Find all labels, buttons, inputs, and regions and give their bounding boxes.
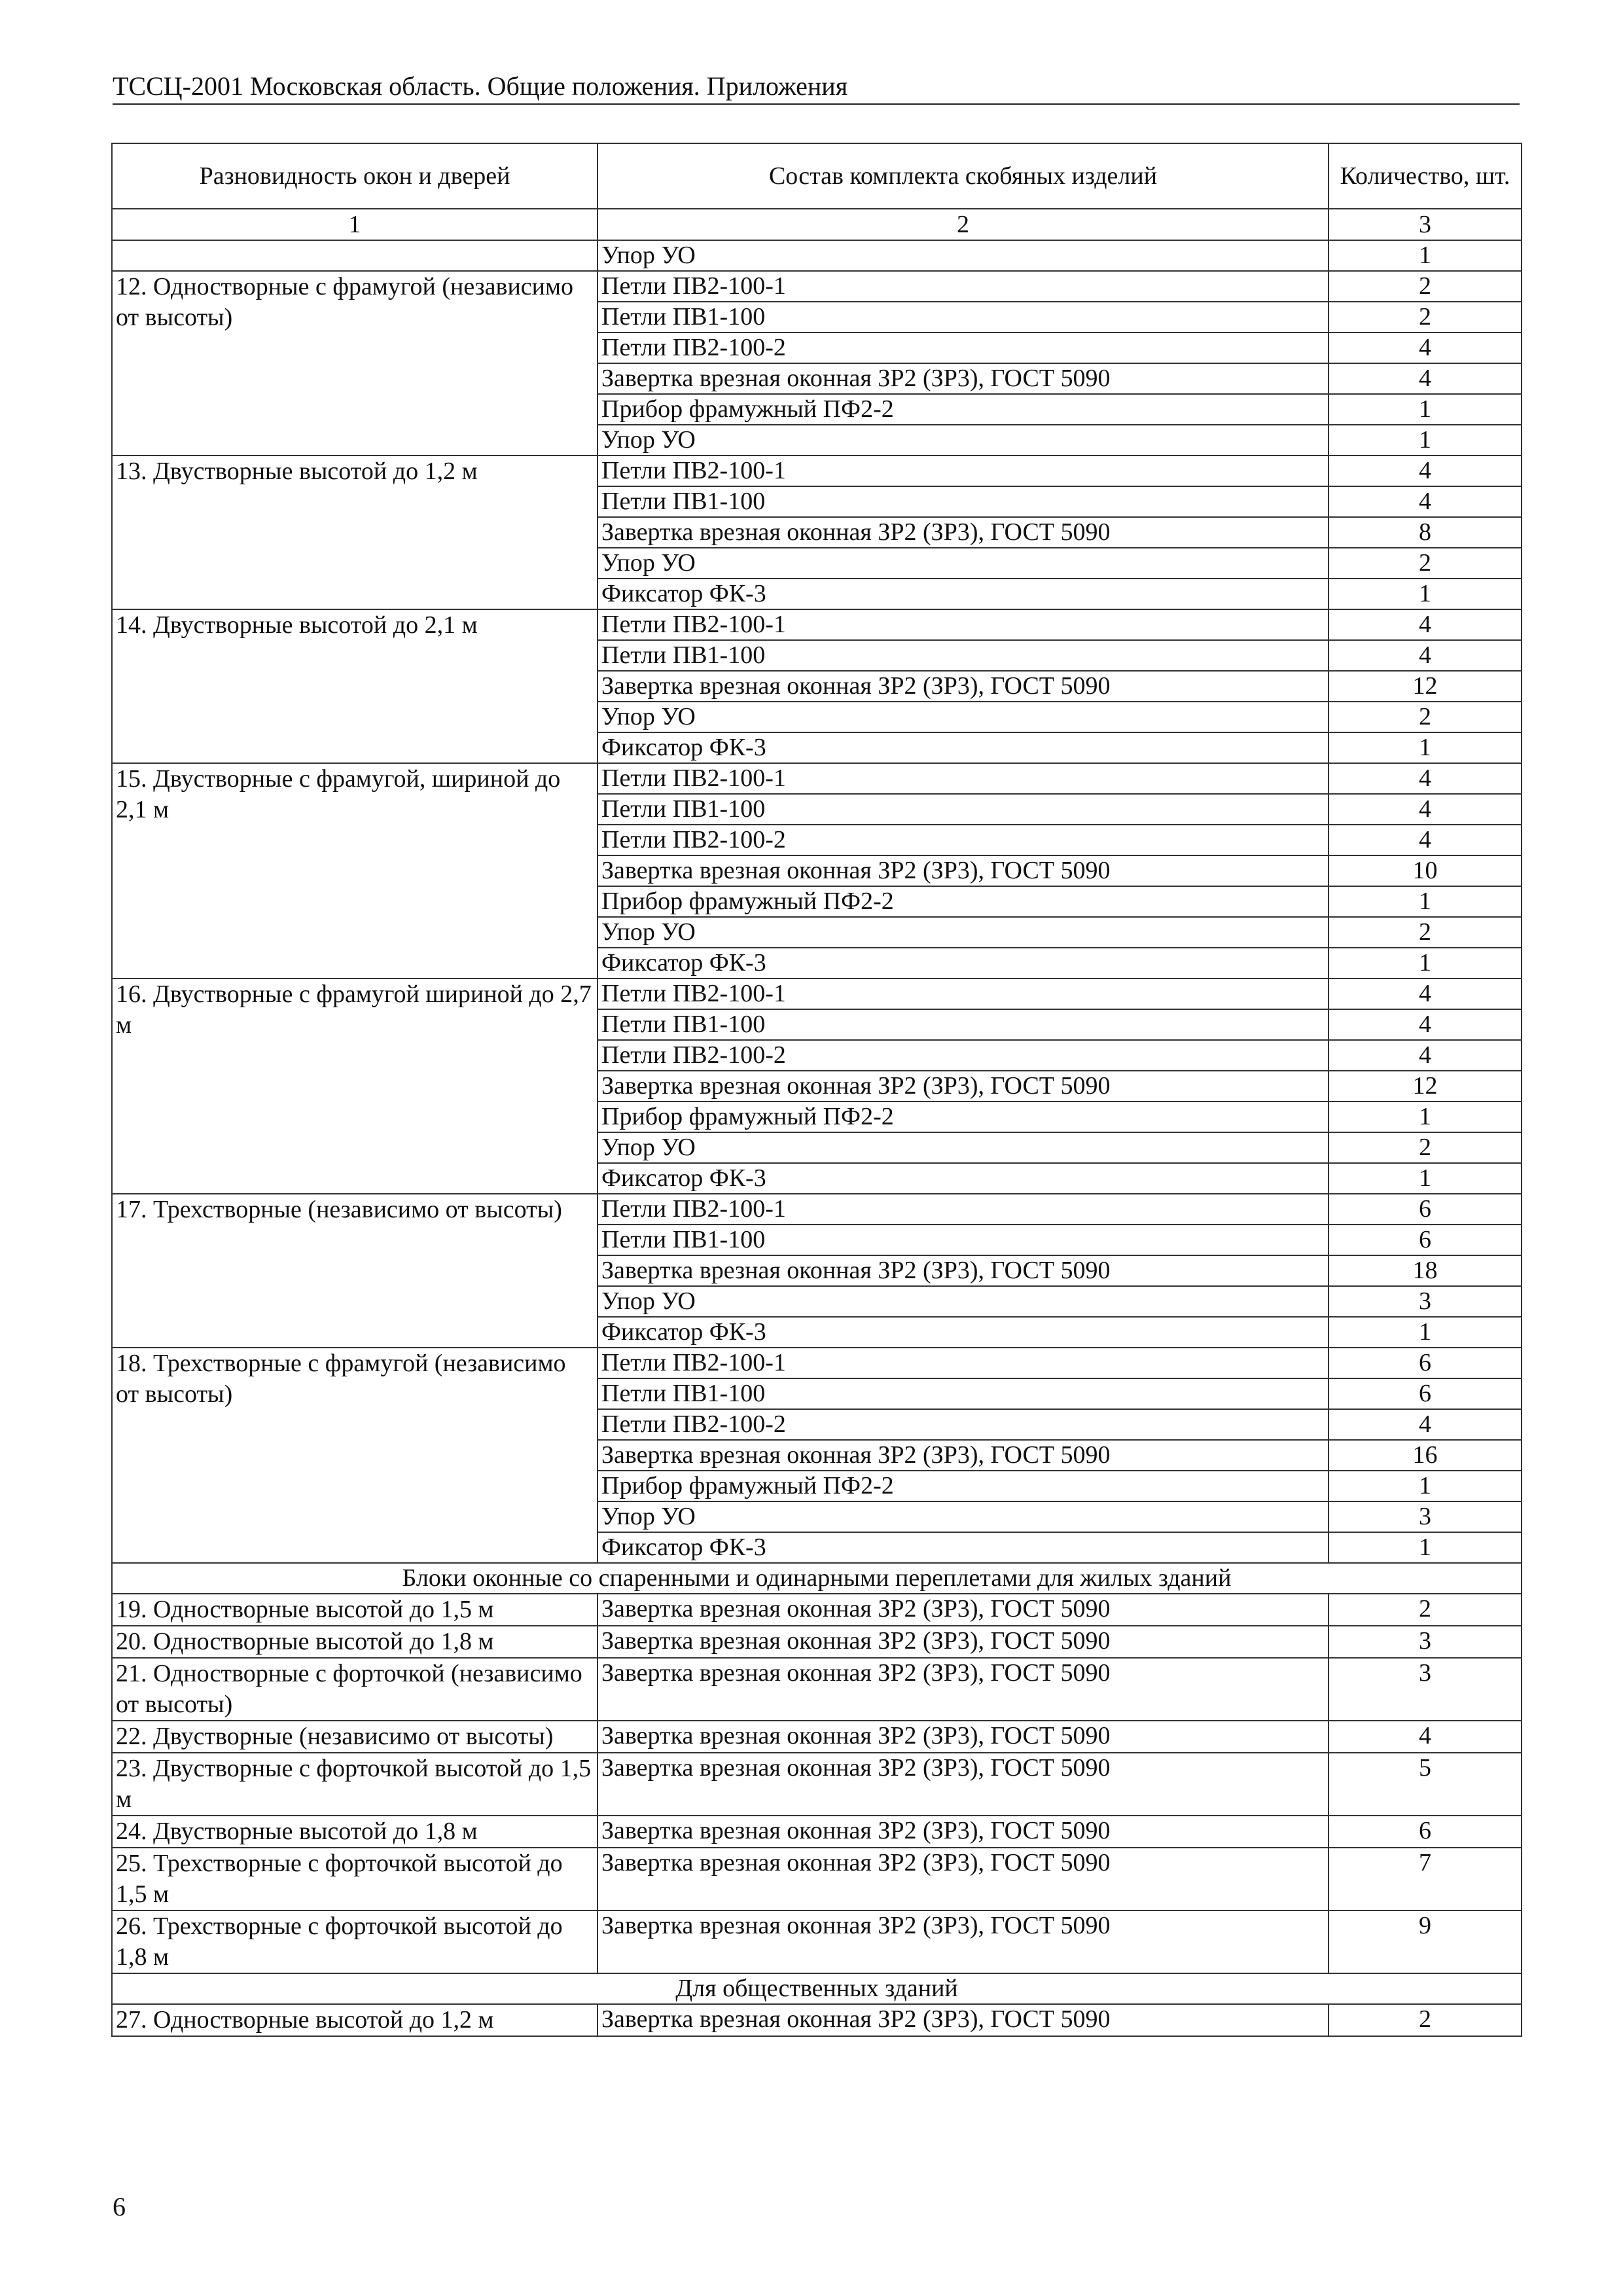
quantity: 10 — [1329, 855, 1522, 886]
hardware-item: Петли ПВ2-100-1 — [597, 271, 1329, 302]
hardware-item: Завертка врезная оконная ЗР2 (ЗР3), ГОСТ 5090 — [597, 1753, 1329, 1816]
hardware-item: Петли ПВ2-100-1 — [597, 456, 1329, 486]
quantity: 4 — [1329, 1009, 1522, 1040]
hardware-table — [111, 143, 1522, 2037]
quantity: 1 — [1329, 240, 1522, 271]
quantity: 1 — [1329, 948, 1522, 978]
table-row — [112, 1816, 1522, 1848]
quantity: 4 — [1329, 456, 1522, 486]
table-row — [112, 1721, 1522, 1753]
hardware-item: Завертка врезная оконная ЗР2 (ЗР3), ГОСТ 5090 — [597, 1658, 1329, 1721]
quantity: 1 — [1329, 425, 1522, 456]
hardware-item: Упор УО — [597, 1132, 1329, 1163]
table-row — [112, 978, 1522, 1009]
hardware-item: Завертка врезная оконная ЗР2 (ЗР3), ГОСТ 5090 — [597, 855, 1329, 886]
quantity: 4 — [1329, 1409, 1522, 1440]
quantity: 4 — [1329, 794, 1522, 825]
section-heading: Блоки оконные со спаренными и одинарными переплетами для жилых зданий — [112, 1563, 1522, 1594]
row-label-empty — [112, 240, 597, 271]
quantity: 4 — [1329, 978, 1522, 1009]
column-header: Разновидность окон и дверей — [112, 143, 597, 209]
table-row — [112, 271, 1522, 302]
window-type-label: 19. Одностворные высотой до 1,5 м — [112, 1594, 597, 1626]
window-type-label: 23. Двустворные с форточкой высотой до 1,5 м — [112, 1753, 597, 1816]
quantity: 2 — [1329, 1594, 1522, 1626]
quantity: 1 — [1329, 732, 1522, 763]
hardware-item: Упор УО — [597, 240, 1329, 271]
hardware-item: Прибор фрамужный ПФ2-2 — [597, 1471, 1329, 1501]
hardware-item: Завертка врезная оконная ЗР2 (ЗР3), ГОСТ 5090 — [597, 1721, 1329, 1753]
hardware-item: Петли ПВ2-100-1 — [597, 1194, 1329, 1225]
window-type-label: 18. Трехстворные с фрамугой (независимо от высоты) — [112, 1348, 597, 1563]
quantity: 18 — [1329, 1255, 1522, 1286]
table-row — [112, 1658, 1522, 1721]
quantity: 3 — [1329, 1501, 1522, 1532]
section-heading: Для общественных зданий — [112, 1973, 1522, 2004]
hardware-item: Петли ПВ2-100-2 — [597, 1409, 1329, 1440]
hardware-item: Завертка врезная оконная ЗР2 (ЗР3), ГОСТ 5090 — [597, 363, 1329, 394]
hardware-item: Петли ПВ1-100 — [597, 486, 1329, 517]
quantity: 5 — [1329, 1753, 1522, 1816]
table-row — [112, 609, 1522, 640]
quantity: 6 — [1329, 1816, 1522, 1848]
quantity: 6 — [1329, 1225, 1522, 1255]
hardware-item: Завертка врезная оконная ЗР2 (ЗР3), ГОСТ 5090 — [597, 1594, 1329, 1626]
table-row — [112, 763, 1522, 794]
quantity: 4 — [1329, 825, 1522, 855]
window-type-label: 22. Двустворные (независимо от высоты) — [112, 1721, 597, 1753]
column-number: 3 — [1329, 209, 1522, 240]
hardware-item: Петли ПВ2-100-1 — [597, 978, 1329, 1009]
hardware-item: Прибор фрамужный ПФ2-2 — [597, 1102, 1329, 1132]
column-number: 1 — [112, 209, 597, 240]
hardware-item: Фиксатор ФК-3 — [597, 579, 1329, 609]
table-row — [112, 2004, 1522, 2036]
table-row — [112, 1910, 1522, 1973]
quantity: 4 — [1329, 1040, 1522, 1071]
quantity: 1 — [1329, 1471, 1522, 1501]
window-type-label: 27. Одностворные высотой до 1,2 м — [112, 2004, 597, 2036]
hardware-item: Петли ПВ1-100 — [597, 1009, 1329, 1040]
quantity: 2 — [1329, 702, 1522, 732]
hardware-item: Фиксатор ФК-3 — [597, 732, 1329, 763]
table-row — [112, 240, 1522, 271]
hardware-item: Упор УО — [597, 548, 1329, 579]
window-type-label: 25. Трехстворные с форточкой высотой до 1,5 м — [112, 1848, 597, 1910]
quantity: 4 — [1329, 640, 1522, 671]
quantity: 1 — [1329, 1532, 1522, 1563]
section-row — [112, 1973, 1522, 2004]
hardware-item: Завертка врезная оконная ЗР2 (ЗР3), ГОСТ 5090 — [597, 517, 1329, 548]
quantity: 6 — [1329, 1348, 1522, 1378]
hardware-item: Петли ПВ1-100 — [597, 302, 1329, 332]
quantity: 2 — [1329, 917, 1522, 948]
table-row — [112, 1753, 1522, 1816]
table-row — [112, 456, 1522, 486]
quantity: 3 — [1329, 1626, 1522, 1658]
quantity: 7 — [1329, 1848, 1522, 1910]
column-header: Количество, шт. — [1329, 143, 1522, 209]
hardware-item: Петли ПВ1-100 — [597, 1378, 1329, 1409]
quantity: 2 — [1329, 548, 1522, 579]
hardware-item: Петли ПВ1-100 — [597, 1225, 1329, 1255]
hardware-item: Петли ПВ1-100 — [597, 640, 1329, 671]
quantity: 3 — [1329, 1658, 1522, 1721]
quantity: 1 — [1329, 886, 1522, 917]
hardware-item: Петли ПВ1-100 — [597, 794, 1329, 825]
quantity: 1 — [1329, 579, 1522, 609]
hardware-item: Упор УО — [597, 1501, 1329, 1532]
column-number: 2 — [597, 209, 1329, 240]
quantity: 1 — [1329, 1317, 1522, 1348]
hardware-item: Петли ПВ2-100-2 — [597, 825, 1329, 855]
table-header-row — [112, 143, 1522, 209]
quantity: 4 — [1329, 1721, 1522, 1753]
quantity: 4 — [1329, 763, 1522, 794]
quantity: 3 — [1329, 1286, 1522, 1317]
section-row — [112, 1563, 1522, 1594]
window-type-label: 24. Двустворные высотой до 1,8 м — [112, 1816, 597, 1848]
hardware-item: Завертка врезная оконная ЗР2 (ЗР3), ГОСТ 5090 — [597, 2004, 1329, 2036]
window-type-label: 13. Двустворные высотой до 1,2 м — [112, 456, 597, 609]
hardware-item: Упор УО — [597, 702, 1329, 732]
hardware-item: Прибор фрамужный ПФ2-2 — [597, 886, 1329, 917]
window-type-label: 15. Двустворные с фрамугой, шириной до 2,1 м — [112, 763, 597, 978]
hardware-item: Фиксатор ФК-3 — [597, 1317, 1329, 1348]
hardware-item: Петли ПВ2-100-2 — [597, 332, 1329, 363]
window-type-label: 21. Одностворные с форточкой (независимо от высоты) — [112, 1658, 597, 1721]
hardware-item: Завертка врезная оконная ЗР2 (ЗР3), ГОСТ 5090 — [597, 1440, 1329, 1471]
hardware-item: Фиксатор ФК-3 — [597, 1532, 1329, 1563]
quantity: 1 — [1329, 394, 1522, 425]
hardware-item: Фиксатор ФК-3 — [597, 948, 1329, 978]
quantity: 16 — [1329, 1440, 1522, 1471]
page-number: 6 — [113, 2192, 126, 2221]
hardware-item: Завертка врезная оконная ЗР2 (ЗР3), ГОСТ 5090 — [597, 1816, 1329, 1848]
quantity: 9 — [1329, 1910, 1522, 1973]
quantity: 1 — [1329, 1163, 1522, 1194]
quantity: 6 — [1329, 1194, 1522, 1225]
column-header: Состав комплекта скобяных изделий — [597, 143, 1329, 209]
hardware-item: Упор УО — [597, 425, 1329, 456]
window-type-label: 14. Двустворные высотой до 2,1 м — [112, 609, 597, 763]
table-row — [112, 1848, 1522, 1910]
table-row — [112, 1348, 1522, 1378]
hardware-item: Фиксатор ФК-3 — [597, 1163, 1329, 1194]
window-type-label: 26. Трехстворные с форточкой высотой до 1,8 м — [112, 1910, 597, 1973]
hardware-item: Петли ПВ2-100-2 — [597, 1040, 1329, 1071]
quantity: 4 — [1329, 609, 1522, 640]
hardware-item: Петли ПВ2-100-1 — [597, 1348, 1329, 1378]
quantity: 1 — [1329, 1102, 1522, 1132]
hardware-item: Завертка врезная оконная ЗР2 (ЗР3), ГОСТ 5090 — [597, 1848, 1329, 1910]
quantity: 6 — [1329, 1378, 1522, 1409]
quantity: 2 — [1329, 1132, 1522, 1163]
hardware-item: Завертка врезная оконная ЗР2 (ЗР3), ГОСТ 5090 — [597, 1071, 1329, 1102]
quantity: 2 — [1329, 302, 1522, 332]
hardware-item: Завертка врезная оконная ЗР2 (ЗР3), ГОСТ 5090 — [597, 671, 1329, 702]
table-row — [112, 1626, 1522, 1658]
hardware-item: Завертка врезная оконная ЗР2 (ЗР3), ГОСТ 5090 — [597, 1910, 1329, 1973]
quantity: 4 — [1329, 332, 1522, 363]
quantity: 12 — [1329, 671, 1522, 702]
quantity: 4 — [1329, 486, 1522, 517]
window-type-label: 16. Двустворные с фрамугой шириной до 2,7 м — [112, 978, 597, 1194]
column-number-row — [112, 209, 1522, 240]
window-type-label: 20. Одностворные высотой до 1,8 м — [112, 1626, 597, 1658]
quantity: 12 — [1329, 1071, 1522, 1102]
quantity: 2 — [1329, 2004, 1522, 2036]
page-header: ТССЦ-2001 Московская область. Общие положения. Приложения — [113, 71, 1520, 105]
hardware-item: Упор УО — [597, 1286, 1329, 1317]
hardware-item: Петли ПВ2-100-1 — [597, 763, 1329, 794]
quantity: 2 — [1329, 271, 1522, 302]
quantity: 4 — [1329, 363, 1522, 394]
hardware-item: Завертка врезная оконная ЗР2 (ЗР3), ГОСТ 5090 — [597, 1626, 1329, 1658]
hardware-item: Петли ПВ2-100-1 — [597, 609, 1329, 640]
window-type-label: 17. Трехстворные (независимо от высоты) — [112, 1194, 597, 1348]
quantity: 8 — [1329, 517, 1522, 548]
table-row — [112, 1194, 1522, 1225]
hardware-item: Прибор фрамужный ПФ2-2 — [597, 394, 1329, 425]
hardware-item: Завертка врезная оконная ЗР2 (ЗР3), ГОСТ 5090 — [597, 1255, 1329, 1286]
table-row — [112, 1594, 1522, 1626]
hardware-item: Упор УО — [597, 917, 1329, 948]
window-type-label: 12. Одностворные с фрамугой (независимо от высоты) — [112, 271, 597, 456]
